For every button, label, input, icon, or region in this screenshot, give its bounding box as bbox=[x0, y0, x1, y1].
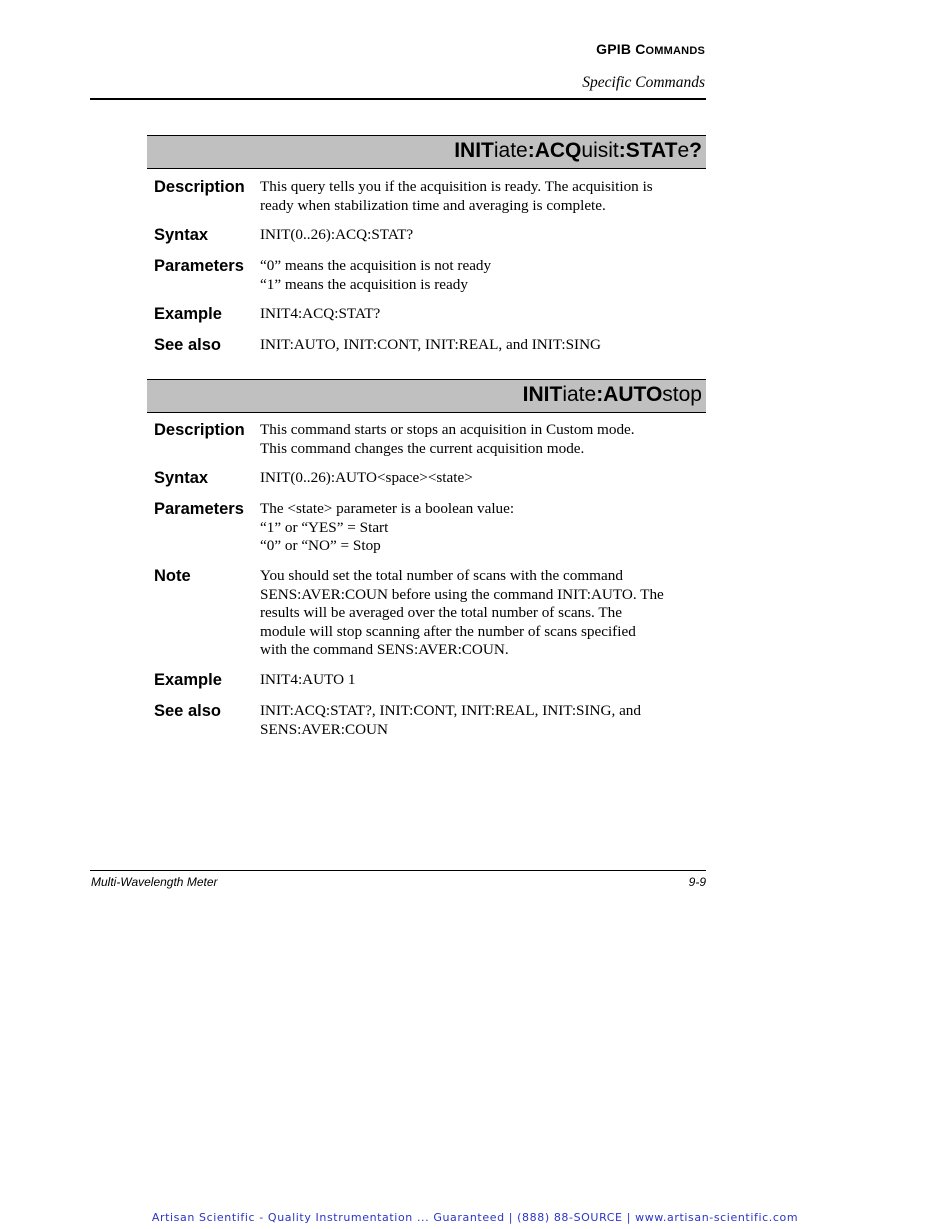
title-part: iate bbox=[562, 383, 597, 406]
text-line: This command changes the current acquisition mode. bbox=[260, 439, 585, 457]
text-line: SENS:AVER:COUN before using the command INIT:AUTO. The bbox=[260, 585, 664, 603]
title-part: :ACQ bbox=[527, 139, 582, 162]
row-label-syntax: Syntax bbox=[154, 469, 209, 487]
text-line: INIT:ACQ:STAT?, INIT:CONT, INIT:REAL, INIT:SING, and bbox=[260, 702, 641, 719]
command-title-bar bbox=[147, 135, 706, 169]
header-rule bbox=[90, 98, 706, 100]
row-text-see-also bbox=[260, 702, 710, 739]
title-part: :STAT bbox=[618, 139, 678, 162]
title-part: uisit bbox=[581, 139, 619, 162]
row-text-syntax bbox=[260, 469, 710, 488]
text-line: module will stop scanning after the number of scans specified bbox=[260, 622, 636, 640]
title-part: stop bbox=[662, 383, 702, 406]
text-line: “0” means the acquisition is not ready bbox=[260, 257, 492, 274]
text-line: “1” or “YES” = Start bbox=[260, 518, 389, 536]
row-label-see-also: See also bbox=[154, 702, 221, 720]
title-part: :AUTO bbox=[596, 383, 663, 406]
text-line: with the command SENS:AVER:COUN. bbox=[260, 641, 509, 659]
title-part: e bbox=[677, 139, 690, 162]
title-part: INIT bbox=[522, 383, 563, 406]
text-line: results will be averaged over the total number of scans. The bbox=[260, 604, 622, 622]
row-label-syntax: Syntax bbox=[154, 226, 209, 244]
text-line: This command starts or stops an acquisition in Custom mode. bbox=[260, 421, 635, 438]
row-text-note bbox=[260, 567, 710, 660]
row-text-description bbox=[260, 421, 710, 458]
section-heading: GPIB COMMANDS bbox=[596, 41, 705, 57]
text-line: “0” or “NO” = Stop bbox=[260, 537, 381, 555]
text-line: INIT:AUTO, INIT:CONT, INIT:REAL, and INIT:SING bbox=[260, 336, 602, 353]
row-text-syntax bbox=[260, 226, 710, 245]
row-label-parameters: Parameters bbox=[154, 500, 244, 518]
subsection-heading: Specific Commands bbox=[582, 74, 705, 91]
text-line: SENS:AVER:COUN bbox=[260, 720, 388, 738]
row-label-see-also: See also bbox=[154, 336, 221, 354]
footer-rule bbox=[90, 870, 706, 871]
row-text-see-also bbox=[260, 336, 710, 355]
command-title bbox=[523, 383, 702, 407]
row-label-description: Description bbox=[154, 421, 245, 439]
row-label-note: Note bbox=[154, 567, 191, 585]
text-line: INIT(0..26):AUTO<space><state> bbox=[260, 469, 473, 486]
text-line: The <state> parameter is a boolean value: bbox=[260, 500, 515, 517]
text-line: This query tells you if the acquisition is ready. The acquisition is bbox=[260, 178, 653, 195]
text-line: ready when stabilization time and averaging is complete. bbox=[260, 196, 606, 214]
title-part: iate bbox=[493, 139, 528, 162]
vendor-banner: Artisan Scientific - Quality Instrumentation ... Guaranteed | (888) 88-SOURCE | www.artisan-scientific.com bbox=[151, 1211, 799, 1224]
row-label-parameters: Parameters bbox=[154, 257, 244, 275]
title-part: INIT bbox=[454, 139, 494, 162]
row-text-parameters bbox=[260, 500, 710, 556]
row-label-example: Example bbox=[154, 305, 222, 323]
text-line: INIT4:ACQ:STAT? bbox=[260, 305, 381, 322]
text-line: INIT(0..26):ACQ:STAT? bbox=[260, 226, 414, 243]
row-label-description: Description bbox=[154, 178, 245, 196]
command-title-bar bbox=[147, 379, 706, 413]
title-part: ? bbox=[689, 139, 702, 162]
command-title bbox=[454, 139, 702, 163]
row-label-example: Example bbox=[154, 671, 222, 689]
row-text-parameters bbox=[260, 257, 710, 294]
text-line: INIT4:AUTO 1 bbox=[260, 671, 356, 688]
footer-manual-title: Multi-Wavelength Meter bbox=[91, 875, 218, 889]
text-line: You should set the total number of scans with the command bbox=[260, 567, 623, 584]
row-text-example bbox=[260, 305, 710, 324]
footer-page-number: 9-9 bbox=[688, 875, 706, 889]
row-text-example bbox=[260, 671, 710, 690]
row-text-description bbox=[260, 178, 710, 215]
text-line: “1” means the acquisition is ready bbox=[260, 275, 468, 293]
